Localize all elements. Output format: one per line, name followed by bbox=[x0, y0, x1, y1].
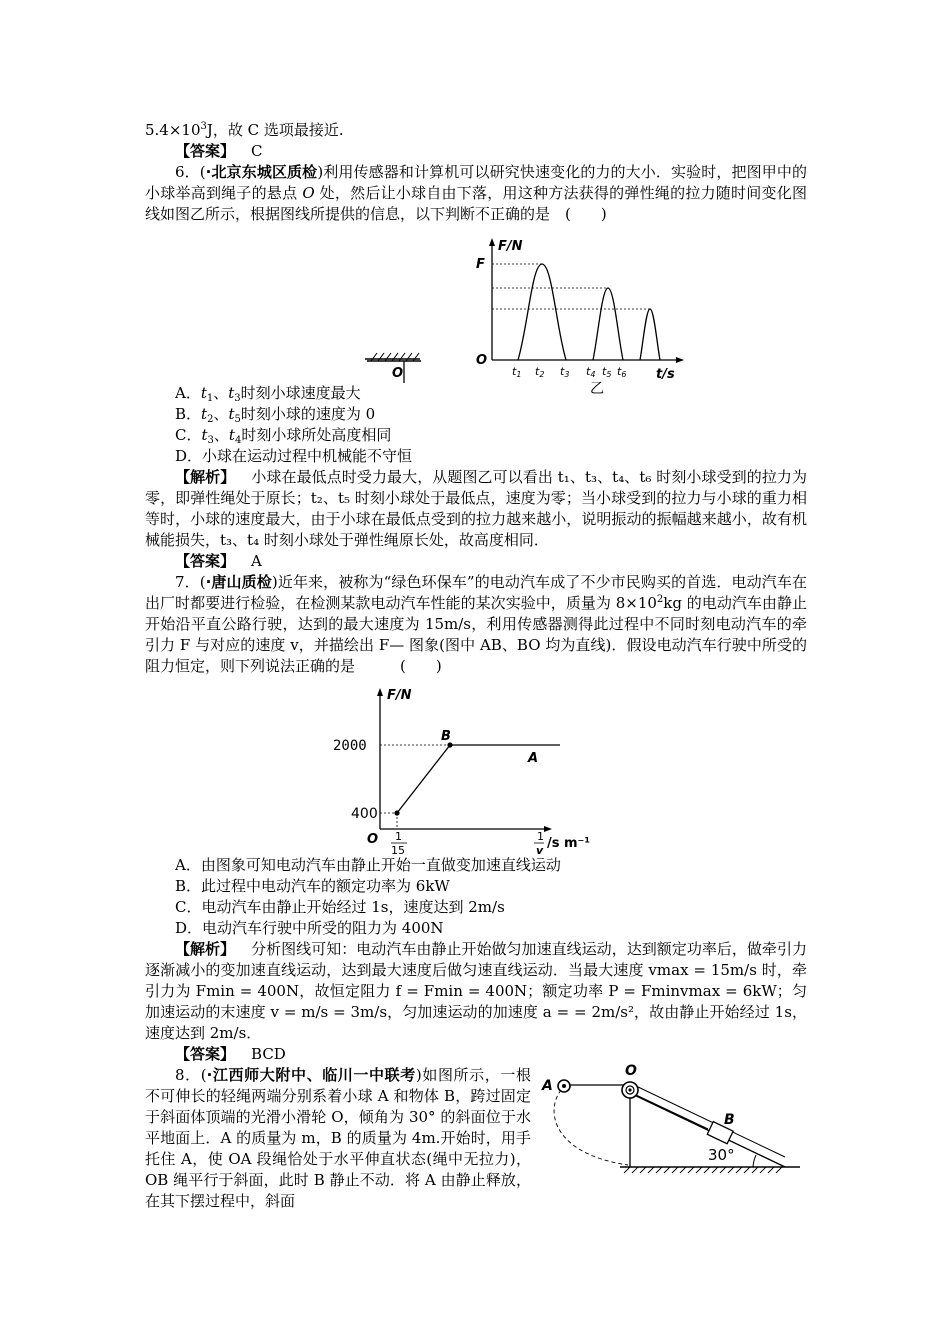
q7-origin: O bbox=[367, 832, 379, 847]
document-page bbox=[145, 120, 807, 1212]
yi-tick-t3: t3 bbox=[560, 365, 570, 379]
yi-pulse-1 bbox=[518, 264, 566, 360]
q8-swing-path bbox=[554, 1085, 628, 1165]
prev-answer-tail: $5.4\times 10^3J$，故 C 选项最接近. bbox=[145, 121, 344, 139]
q7-x-tick-den: 15 bbox=[391, 844, 405, 855]
q6-stem: 6．(·北京东城区质检)利用传感器和计算机可以研究快速变化的力的大小．实验时，把图甲中的小球举高到绳子的悬点 O 处，然后让小球自由下落，用这种方法获得的弹性绳的拉力随时间变化图线如图乙所示，根据图线所提供的信息，以下判断不正确的是 ( ) bbox=[145, 163, 808, 223]
yi-pulse-2 bbox=[593, 288, 623, 360]
q6-option-b: B．$t_2$、$t_5$时刻小球的速度为 0 bbox=[175, 405, 376, 425]
q7-option-b: B．此过程中电动汽车的额定功率为 6kW bbox=[175, 877, 450, 895]
q7-x-label-num: 1 bbox=[537, 830, 544, 843]
q7-option-a: A．由图象可知电动汽车由静止开始一直做变加速直线运动 bbox=[175, 856, 561, 874]
q8-label-A: A bbox=[542, 1078, 553, 1094]
q7-stem: 7．(·唐山质检)近年来，被称为“绿色环保车”的电动汽车成了不少市民购买的首选．电动汽车在出厂时都要进行检验，在检测某款电动汽车性能的某次实验中，质量为 $8\times 10^2kg$ 的电动汽车由静止开始沿平直公路行驶，达到的最大速度为 15m/s，利用传感器测得此过程中不同时刻电动汽车的牵引力 F 与对应的速度 v，并描绘出 F— 图象(图中 AB、BO 均为直线)．假设电动汽车行驶中所受的阻力恒定，则下列说法正确的是 ( ) bbox=[145, 573, 807, 675]
yi-x-label: t/s bbox=[656, 367, 675, 382]
yi-tick-t6: t6 bbox=[617, 365, 627, 379]
q7-point-B: B bbox=[441, 729, 451, 744]
q8-label-O: O bbox=[625, 1063, 637, 1079]
q6-chart-yi bbox=[470, 236, 710, 396]
yi-tick-t5: t5 bbox=[602, 365, 612, 379]
q8-label-B: B bbox=[724, 1112, 735, 1128]
yi-F: F bbox=[476, 257, 485, 272]
q7-answer: 【答案】 BCD bbox=[175, 1045, 286, 1063]
q6-analysis: 【解析】 小球在最低点时受力最大，从题图乙可以看出 t₁、t₃、t₄、t₆ 时刻小球受到的拉力为零，即弹性绳处于原长；t₂、t₅ 时刻小球处于最低点，速度为零；当小球受到的拉力与小球的重力相等时，小球的速度最大，由于小球在最低点受到的拉力越来越小，说明振动的振幅越来越小，故有机械能损失，t₃、t₄ 时刻小球处于弹性绳原长处，故高度相同． bbox=[145, 468, 807, 549]
q7-option-c: C．电动汽车由静止开始经过 1s，速度达到 2m/s bbox=[175, 898, 505, 916]
q7-y-label: F/N bbox=[387, 688, 412, 703]
q7-option-d: D．电动汽车行驶中所受的阻力为 400N bbox=[175, 919, 444, 937]
q6-option-a: A．$t_1$、$t_3$时刻小球速度最大 bbox=[175, 384, 361, 404]
q6-answer: 【答案】 A bbox=[175, 552, 262, 570]
q8-angle: 30° bbox=[708, 1146, 735, 1164]
yi-tick-t2: t2 bbox=[535, 365, 545, 379]
q8-block bbox=[145, 1065, 807, 1212]
q6-fig-jia bbox=[365, 353, 421, 383]
q7-y-400: 400 bbox=[351, 806, 378, 822]
q7-x-tick-num: 1 bbox=[395, 830, 402, 843]
yi-pulse-3 bbox=[640, 309, 660, 360]
q8-stem: 8．(·江西师大附中、临川一中联考)如图所示，一根不可伸长的轻绳两端分别系着小球 A 和物体 B，跨过固定于斜面体顶端的光滑小滑轮 O，倾角为 30° 的斜面位于水平地面上．A 的质量为 m，B 的质量为 4m.开始时，用手托住 A，使 OA 段绳恰处于水平伸直状态(绳中无拉力)，OB 绳平行于斜面，此时 B 静止不动．将 A 由静止释放，在其下摆过程中，斜面 bbox=[145, 1066, 531, 1210]
q7-chart bbox=[145, 677, 807, 855]
q7-line-BO bbox=[397, 745, 450, 813]
q6-option-d: D．小球在运动过程中机械能不守恒 bbox=[175, 447, 413, 465]
q7-y-2000: 2000 bbox=[333, 738, 367, 754]
q7-x-unit: /s m⁻¹ bbox=[547, 836, 591, 851]
yi-caption: 乙 bbox=[590, 381, 604, 396]
yi-origin: O bbox=[476, 353, 488, 368]
q7-analysis: 【解析】 分析图线可知：电动汽车由静止开始做匀加速直线运动，达到额定功率后，做牵引力逐渐减小的变加速直线运动，达到最大速度后做匀速直线运动．当最大速度 vmax = 15m/s 时，牵引力为 Fmin = 400N，故恒定阻力 f = Fmin = 400N；额定功率 P = Fminvmax = 6kW；匀加速运动的末速度 v = m/s = 3m/s，匀加速运动的加速度 a = = 2m/s²，故由静止开始经过 1s，速度达到 2m/s． bbox=[145, 940, 807, 1042]
q8-figure bbox=[540, 1063, 808, 1183]
q7-x-label-den: v bbox=[536, 844, 544, 855]
prev-answer: 【答案】 C bbox=[175, 142, 263, 160]
q6-jia-O: O bbox=[392, 366, 404, 381]
yi-tick-t1: t1 bbox=[512, 365, 522, 379]
q6-option-c: C．$t_3$、$t_4$时刻小球所处高度相同 bbox=[175, 426, 392, 446]
yi-tick-t4: t4 bbox=[586, 365, 596, 379]
q7-point-A: A bbox=[528, 751, 539, 766]
yi-y-label: F/N bbox=[498, 239, 523, 254]
